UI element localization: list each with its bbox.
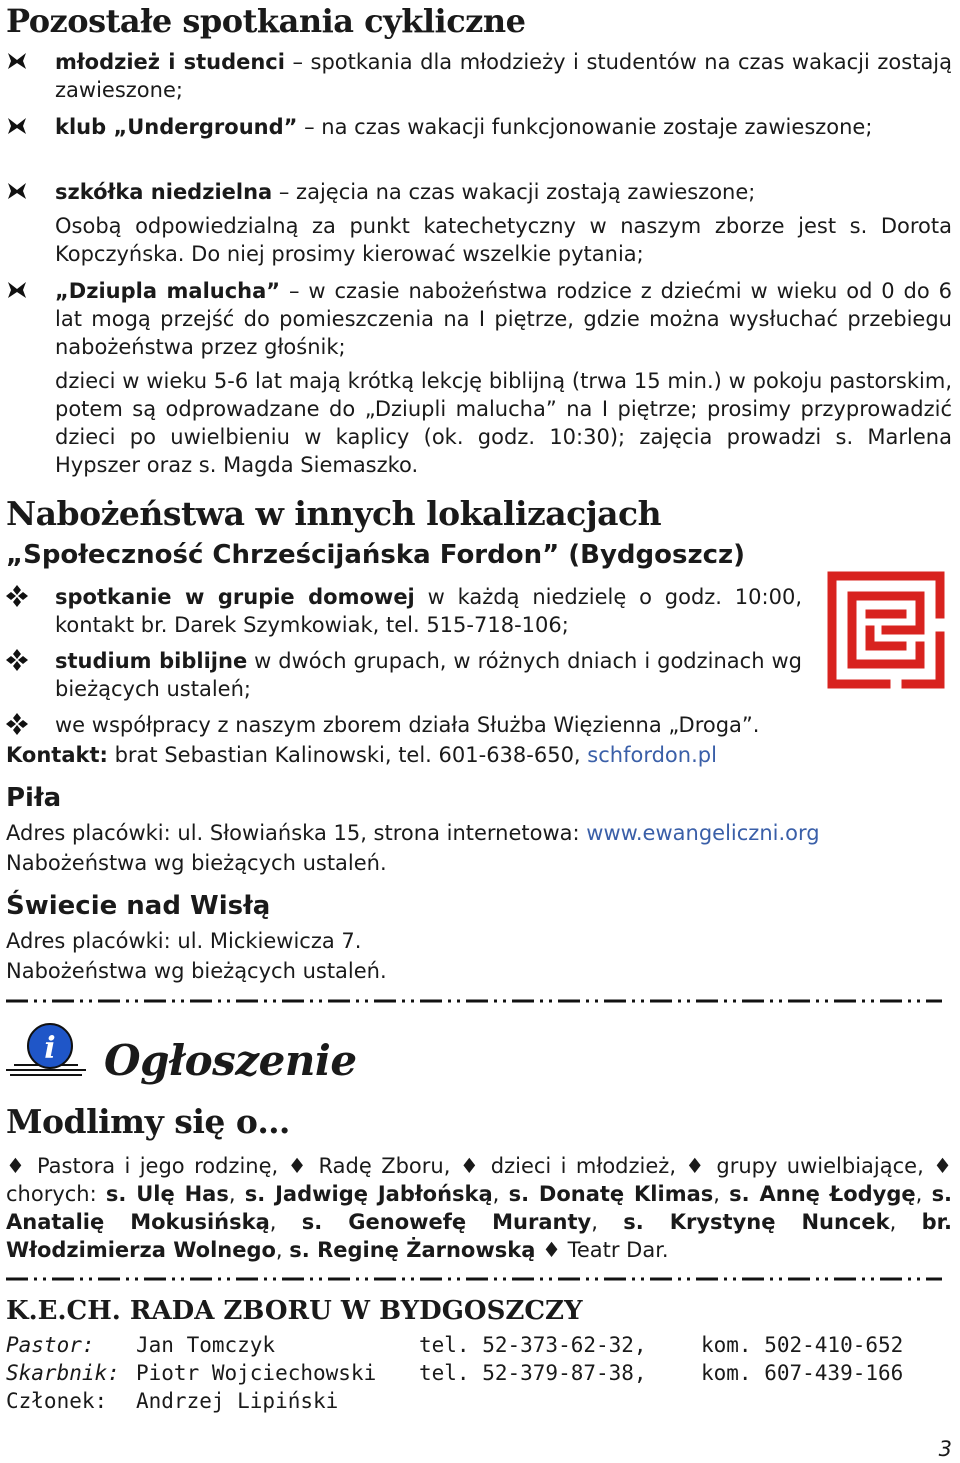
pila-title: Piła [6,783,62,813]
four-diamond-bullet-icon [6,649,28,671]
pila-link[interactable]: www.ewangeliczni.org [586,821,820,845]
pray-text: , [492,1182,509,1206]
svg-text:i: i [44,1031,56,1066]
pray-text: ♦ chorych: [6,1154,952,1206]
council-role: Członek: [6,1389,108,1413]
pray-text: , [269,1210,302,1234]
swiecie-address: Adres placówki: ul. Mickiewicza 7. [6,929,362,953]
pray-text: , [889,1210,922,1234]
list-item [6,48,952,104]
council-kom: kom. 502-410-652 [701,1333,904,1357]
info-icon [6,1020,86,1080]
council-tel: tel. 52-373-62-32, [419,1333,647,1357]
page-number: 3 [938,1437,952,1461]
butterfly-bullet-icon [6,50,28,72]
pray-text: , [713,1182,730,1206]
pray-text: ♦ grupy uwielbiające, [685,1154,934,1178]
swiecie-note: Nabożeństwa wg bieżących ustaleń. [6,959,387,983]
butterfly-bullet-icon [6,279,28,301]
pray-text: , [228,1182,245,1206]
item-title: klub „Underground” [55,115,298,139]
fordon-contact [6,741,717,769]
pray-name: s. Anatalię Mokusińską [6,1182,953,1234]
pray-title: Modlimy się o… [6,1102,290,1141]
pray-text: , [591,1210,624,1234]
butterfly-bullet-icon [6,115,28,137]
contact-label: Kontakt: [6,743,108,767]
divider [6,1274,942,1284]
pila-note: Nabożeństwa wg bieżących ustaleń. [6,851,387,875]
item-text: w dwóch grupach, w różnych dniach i godzinach wg bieżących ustaleń; [55,649,802,701]
council-kom: kom. 607-439-166 [701,1361,904,1385]
pray-name: br. Włodzimierza Wolnego [6,1210,953,1262]
butterfly-bullet-icon [6,180,28,202]
section-title-locations: Nabożeństwa w innych lokalizacjach [6,494,662,533]
council-role: Pastor: [6,1333,95,1357]
pila-address [6,819,820,847]
item-title: spotkanie w grupie domowej [55,585,415,609]
contact-text: brat Sebastian Kalinowski, tel. 601-638-650, [107,743,588,767]
announcement-title: Ogłoszenie [104,1036,357,1085]
item-title: studium biblijne [55,649,248,673]
item-title: szkółka niedzielna [55,180,273,204]
council-name: Andrzej Lipiński [136,1389,339,1413]
council-tel: tel. 52-379-87-38, [419,1361,647,1385]
pray-name: s. Donatę Klimas [508,1182,714,1206]
list-item [6,583,802,639]
swiecie-title: Świecie nad Wisłą [6,891,271,921]
list-item [6,647,802,703]
pray-name: s. Jadwigę Jabłońską [244,1182,493,1206]
item-text: we współpracy z naszym zborem działa Służba Więzienna „Droga”. [55,713,760,737]
pray-text: ♦ Radę Zboru, [287,1154,460,1178]
pray-text: ♦ dzieci i młodzież, [459,1154,686,1178]
pray-text: , [915,1182,932,1206]
list-item [6,178,952,268]
fordon-title: „Społeczność Chrześcijańska Fordon” (Bydgoszcz) [6,540,746,570]
council-name: Piotr Wojciechowski [136,1361,377,1385]
pray-text: , [275,1238,290,1262]
pray-name: s. Ulę Has [105,1182,229,1206]
item-text: w każdą niedzielę o godz. 10:00, kontakt br. Darek Szymkowiak, tel. 515-718-106; [55,585,802,637]
item-title: „Dziupla malucha” [55,279,281,303]
four-diamond-bullet-icon [6,585,28,607]
item-note: Osobą odpowiedzialną za punkt katechetyczny w naszym zborze jest s. Dorota Kopczyńska. Do niej prosimy kierować wszelkie pytania; [55,214,952,266]
item-text: – zajęcia na czas wakacji zostają zawieszone; [272,180,756,204]
pila-address-text: Adres placówki: ul. Słowiańska 15, strona internetowa: [6,821,587,845]
item-title: młodzież i studenci [55,50,285,74]
list-item [6,277,952,479]
pray-name: s. Reginę Żarnowską [289,1238,536,1262]
list-item [6,711,952,739]
item-text: – w czasie nabożeństwa rodzice z dziećmi w wieku od 0 do 6 lat mogą przejść do pomieszczenia na I piętrze, gdzie można wysłuchać przebiegu nabożeństwa przez głośnik; [55,279,952,359]
fordon-logo-icon [822,566,950,694]
pray-name: s. Annę Łodygę [729,1182,916,1206]
pray-name: s. Krystynę Nuncek [623,1210,890,1234]
council-title: K.E.CH. RADA ZBORU W BYDGOSZCZY [6,1296,583,1326]
section-title-cyclic: Pozostałe spotkania cykliczne [6,2,526,40]
fordon-link[interactable]: schfordon.pl [587,743,717,767]
divider [6,996,942,1006]
list-item [6,113,952,141]
pray-text: ♦ Pastora i jego rodzinę, [6,1154,288,1178]
pray-text: ♦ Teatr Dar. [535,1238,669,1262]
four-diamond-bullet-icon [6,713,28,735]
council-role: Skarbnik: [6,1361,120,1385]
item-text: – na czas wakacji funkcjonowanie zostaje zawieszone; [297,115,873,139]
item-text: – spotkania dla młodzieży i studentów na czas wakacji zostają zawieszone; [55,50,953,102]
item-note: dzieci w wieku 5-6 lat mają krótką lekcję biblijną (trwa 15 min.) w pokoju pastorskim, potem są odprowadzane do „Dziupli malucha” na I piętrze; prosimy przyprowadzić dzieci po uwielbieniu w kaplicy (ok. godz. 10:30); zajęcia prowadzi s. Marlena Hypszer oraz s. Magda Siemaszko. [55,369,952,477]
pray-list [6,1152,952,1264]
pray-name: s. Genowefę Muranty [301,1210,592,1234]
council-name: Jan Tomczyk [136,1333,276,1357]
